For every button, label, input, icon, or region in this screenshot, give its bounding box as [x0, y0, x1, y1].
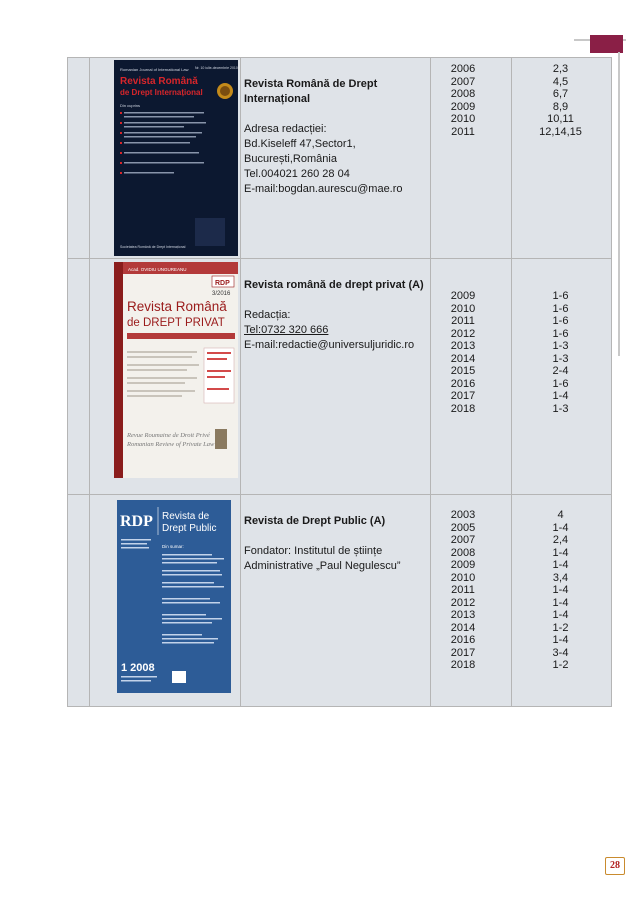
journal-cover-image: [90, 58, 240, 258]
cover-contents-label: Din cuprins: [120, 103, 141, 108]
cover-cell: [90, 259, 241, 495]
issue-value: 1-2: [552, 621, 569, 634]
years-cell: [431, 495, 512, 707]
info-line: Tel.004021 260 28 04: [244, 168, 350, 180]
year-value: 2010: [450, 571, 476, 584]
cover-title-line2: Drept Public: [162, 523, 217, 534]
issue-value: 4,5: [552, 75, 569, 88]
journal-cover-image: [90, 259, 240, 494]
year-value: 2010: [450, 302, 476, 315]
issue-value: 1-4: [552, 521, 569, 534]
cover-cell: [90, 495, 241, 707]
cover-title-line1: Revista Română: [120, 76, 198, 87]
year-value: 2014: [450, 621, 476, 634]
cover-subtitle-en: Romanian Review of Private Law: [127, 441, 215, 448]
header-accent-block: [590, 35, 623, 53]
issues-cell: [512, 495, 612, 707]
year-value: 2006: [450, 63, 476, 75]
issue-value: 2-4: [552, 365, 569, 377]
table-row: [68, 495, 612, 707]
cover-subtitle-fr: Revue Roumaine de Droit Privé: [127, 432, 210, 439]
journal-info-cell: [241, 58, 431, 259]
issue-value: 1-6: [552, 377, 569, 390]
journal-info-cell: [241, 259, 431, 495]
cover-contents-label: Din sumar:: [162, 544, 184, 549]
year-value: 2008: [450, 546, 476, 559]
info-line: Redacția:: [244, 309, 291, 321]
info-line: București,România: [244, 153, 337, 165]
issue-value: 1-4: [552, 584, 569, 596]
issue-value: 4: [557, 509, 564, 521]
issues-cell: [512, 58, 612, 259]
journal-title: Revista română de drept privat (A): [244, 279, 424, 291]
year-value: 2009: [450, 100, 476, 113]
year-value: 2013: [450, 340, 476, 352]
year-value: 2009: [450, 559, 476, 571]
year-value: 2012: [450, 327, 476, 340]
issue-value: 3,4: [552, 571, 569, 584]
info-line: Administrative „Paul Negulescu”: [244, 560, 401, 572]
issue-value: 1-4: [552, 546, 569, 559]
cover-footer: Societatea Română de Drept Internațional: [120, 245, 186, 249]
year-value: 2017: [450, 646, 476, 659]
issue-value: 10,11: [547, 113, 574, 125]
journal-cover-image: [90, 495, 240, 706]
issue-value: 1-4: [552, 596, 569, 609]
year-value: 2011: [451, 584, 475, 596]
issue-value: 1-4: [552, 559, 569, 571]
year-value: 2016: [450, 634, 476, 646]
year-value: 2003: [450, 509, 476, 521]
issue-value: 1-4: [552, 390, 569, 402]
issues-cell: [512, 259, 612, 495]
year-value: 2017: [450, 390, 476, 402]
info-line: Adresa redacției:: [244, 123, 327, 135]
cover-issue: 3/2016: [212, 291, 231, 297]
year-value: 2015: [450, 365, 476, 377]
index-cell: [68, 58, 90, 259]
index-cell: [68, 259, 90, 495]
issue-value: 8,9: [552, 100, 569, 113]
cover-logo: RDP: [120, 513, 153, 530]
cover-logo: RDP: [215, 280, 230, 287]
info-line: E-mail:bogdan.aurescu@mae.ro: [244, 183, 403, 195]
issue-value: 1-6: [552, 290, 569, 302]
cover-issue: 1 2008: [121, 662, 155, 674]
side-rule: [618, 52, 620, 356]
phone-link[interactable]: Tel:0732 320 666: [244, 324, 329, 336]
cover-title-line1: Revista Română: [127, 299, 227, 314]
issue-value: 1-3: [552, 352, 569, 365]
year-value: 2007: [450, 75, 476, 88]
issue-value: 1-4: [552, 634, 569, 646]
year-value: 2005: [450, 521, 476, 534]
issue-value: 1-6: [552, 302, 569, 315]
cover-title-line2: de Drept Internațional: [120, 88, 203, 97]
issue-value: 2,4: [552, 534, 569, 546]
years-cell: [431, 259, 512, 495]
journal-info-cell: [241, 495, 431, 707]
cover-title-line1: Revista de: [162, 511, 210, 522]
issue-value: 2,3: [552, 63, 569, 75]
year-value: 2010: [450, 113, 476, 125]
year-value: 2009: [450, 290, 476, 302]
year-value: 2016: [450, 377, 476, 390]
journal-title: Revista de Drept Public (A): [244, 515, 386, 527]
cover-top-text: Romanian Journal of International Law: [120, 67, 189, 72]
info-line: Fondator: Institutul de științe: [244, 545, 383, 557]
issue-value: 6,7: [552, 88, 569, 100]
year-value: 2008: [450, 88, 476, 100]
cover-cell: [90, 58, 241, 259]
issue-value: 1-3: [552, 340, 569, 352]
journal-title: Revista Română de Drept Internațional: [244, 78, 378, 105]
year-value: 2018: [450, 402, 476, 415]
year-value: 2014: [450, 352, 476, 365]
year-value: 2012: [450, 596, 476, 609]
year-value: 2018: [450, 659, 476, 671]
issue-value: 1-4: [552, 609, 569, 621]
years-cell: [431, 58, 512, 259]
table-row: [68, 58, 612, 259]
info-line: Bd.Kiseleff 47,Sector1,: [244, 138, 356, 150]
year-value: 2011: [451, 125, 475, 138]
issue-value: 1-3: [552, 402, 569, 415]
table-row: [68, 259, 612, 495]
cover-title-line2: de DREPT PRIVAT: [127, 317, 225, 329]
issue-value: 3-4: [552, 646, 569, 659]
page-number: 28: [605, 857, 625, 875]
cover-issue: Nr. 10 iulie-decembrie 2010: [195, 66, 238, 70]
issue-value: 12,14,15: [539, 125, 582, 138]
issue-value: 1-6: [552, 315, 569, 327]
year-value: 2007: [450, 534, 476, 546]
cover-top-text: Acad. OVIDIU UNGUREANU: [128, 267, 187, 272]
issue-value: 1-6: [552, 327, 569, 340]
year-value: 2011: [451, 315, 475, 327]
issue-value: 1-2: [552, 659, 569, 671]
index-cell: [68, 495, 90, 707]
year-value: 2013: [450, 609, 476, 621]
journals-table: [67, 57, 612, 707]
info-line: E-mail:redactie@universuljuridic.ro: [244, 339, 415, 351]
